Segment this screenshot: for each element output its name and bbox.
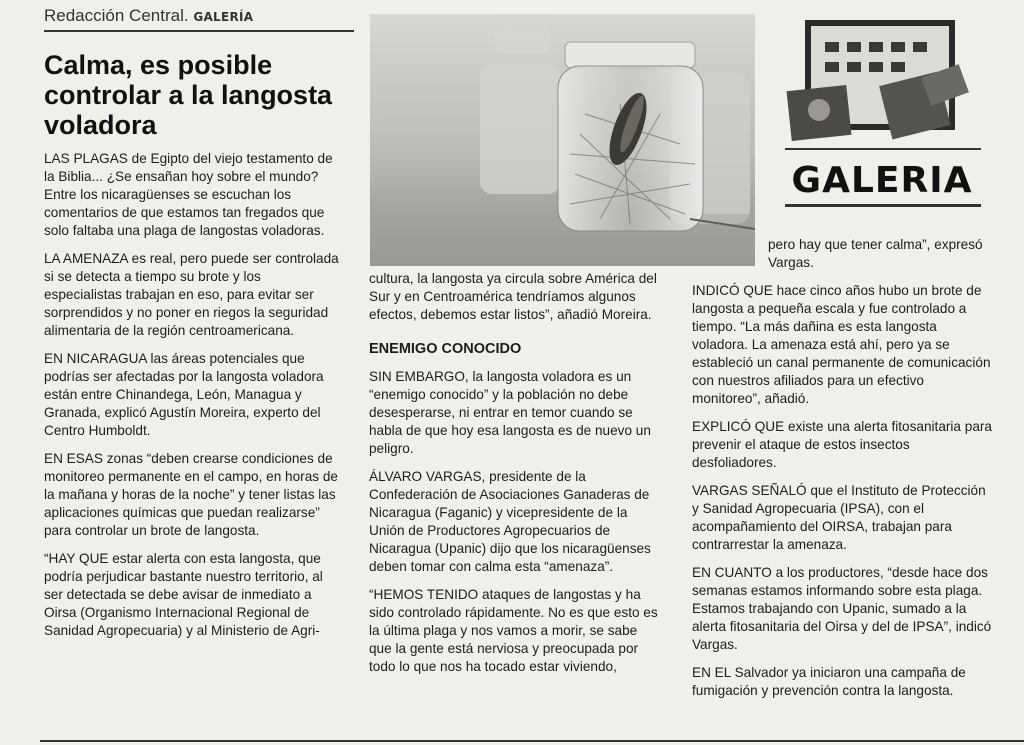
section-kicker (44, 6, 354, 32)
paragraph-text: hace cinco años hubo un brote de langosta a pequeña escala y fue controlado a tiempo. “La más dañina es esta langosta voladora. La amenaza está ahí, pero ya se estableció un canal permanente de comunicación con nuestros afiliados para un efectivo monitoreo”, añadió. (692, 283, 991, 406)
paragraph-text: las áreas potenciales que podrías ser afectadas por la langosta voladora están entre Chinandega, León, Managua y Granada, explicó Agustín Moreira, experto del Centro Humboldt. (44, 351, 324, 438)
article-headline: Calma, es posible controlar a la langosta voladora (44, 50, 333, 140)
paragraph-lead: “HAY QUE (44, 551, 109, 566)
paragraph (692, 664, 992, 700)
paragraph-lead: SIN EMBARGO, (369, 369, 469, 384)
gallery-logo-word: GALERIA (791, 160, 973, 201)
section-subhead: ENEMIGO CONOCIDO (369, 341, 522, 357)
paragraph-text: presidente de la Confederación de Asociaciones Ganaderas de Nicaragua (Faganic) y vicepresidente de la Unión de Productores Agropecuarios de Nicaragua (Upanic) dijo que los nicaragüenses deben tomar con calma esta “amenaza”. (369, 469, 651, 574)
paragraph-lead: EN NICARAGUA (44, 351, 147, 366)
paragraph (44, 550, 339, 640)
paragraph-lead: EXPLICÓ QUE (692, 419, 785, 434)
paragraph-text: existe una alerta fitosanitaria para prevenir el ataque de estos insectos desfoliadores. (692, 419, 992, 470)
paragraph-lead: EN CUANTO (692, 565, 772, 580)
paragraph-lead: LA AMENAZA (44, 251, 128, 266)
paragraph-lead: EN ESAS (44, 451, 103, 466)
paragraph (369, 368, 659, 458)
paragraph (44, 450, 339, 540)
paragraph-continued: pero hay que tener calma”, expresó Vargas. (768, 237, 983, 270)
paragraph-text: que el Instituto de Protección y Sanidad Agropecuaria (IPSA), con el acompañamiento del OIRSA, trabajan para contrarrestar la amenaza. (692, 483, 986, 552)
kicker-text: Redacción Central. (44, 6, 189, 25)
article-column-3 (692, 236, 992, 710)
paragraph-text: ataques de langostas y ha sido controlado rápidamente. No es que esto es la última plaga y nos vamos a morir, se sabe que la gente está nerviosa y preocupada por todo lo que nos ha tocado estar viviendo, (369, 587, 658, 674)
bottom-divider (40, 740, 1024, 742)
paragraph-text: es real, pero puede ser controlada si se detecta a tiempo su brote y los especialistas trabajan en eso, para evitar ser sorprendidos y no poner en riegos la seguridad alimentaria de la región centroamericana. (44, 251, 339, 338)
paragraph-text: de Egipto del viejo testamento de la Biblia... ¿Se ensañan hoy sobre el mundo? Entre los nicaragüenses se escuchan los comentarios de que estamos tan fregados que solo faltaba una plaga de langostas voladoras. (44, 151, 333, 238)
paragraph-text: Salvador ya iniciaron una campaña de fumigación y prevención contra la langosta. (692, 665, 966, 698)
article-column-1 (44, 150, 339, 650)
paragraph-lead: INDICÓ QUE (692, 283, 773, 298)
paragraph (369, 586, 659, 676)
paragraph (44, 250, 339, 340)
paragraph (692, 418, 992, 472)
paragraph (692, 282, 992, 408)
paragraph-text: a los productores, “desde hace dos semanas estamos informando sobre esta plaga. Estamos trabajando con Upanic, sumado a la alerta fitosanitaria del Oirsa y del de IPSA”, indicó Vargas. (692, 565, 992, 652)
paragraph (44, 150, 339, 240)
paragraph-lead: VARGAS SEÑALÓ (692, 483, 807, 498)
locust-jar-photo (370, 14, 755, 266)
paragraph-lead: EN EL (692, 665, 731, 680)
section-name: GALERÍA (193, 10, 254, 24)
paragraph (692, 564, 992, 654)
paragraph-lead: LAS PLAGAS (44, 151, 128, 166)
paragraph-text: la langosta voladora es un “enemigo conocido” y la población no debe desesperarse, ni entrar en temor cuando se habla de que hoy esa langosta es de nuevo un peligro. (369, 369, 651, 456)
paragraph-text: estar alerta con esta langosta, que podría perjudicar bastante nuestro territorio, al ser detectada se debe avisar de inmediato a Oirsa (Organismo Internacional Regional de Sanidad Agropecuaria) y al Ministerio de Agri- (44, 551, 323, 638)
article-column-2 (369, 270, 659, 686)
paragraph-text: zonas “deben crearse condiciones de monitoreo permanente en el campo, en horas de la mañana y horas de la noche” y tener listas las aplicaciones químicas que puedan realizarse” para controlar un brote de langosta. (44, 451, 338, 538)
paragraph-lead: “HEMOS TENIDO (369, 587, 479, 602)
locust-jar-illustration (370, 14, 755, 266)
paragraph (369, 468, 659, 576)
paragraph-lead: ÁLVARO VARGAS, (369, 469, 486, 484)
paragraph (692, 482, 992, 554)
paragraph-continued: cultura, la langosta ya circula sobre América del Sur y en Centroamérica tendríamos algunos efectos, debemos estar listos”, añadió Moreira. (369, 271, 657, 322)
paragraph (44, 350, 339, 440)
